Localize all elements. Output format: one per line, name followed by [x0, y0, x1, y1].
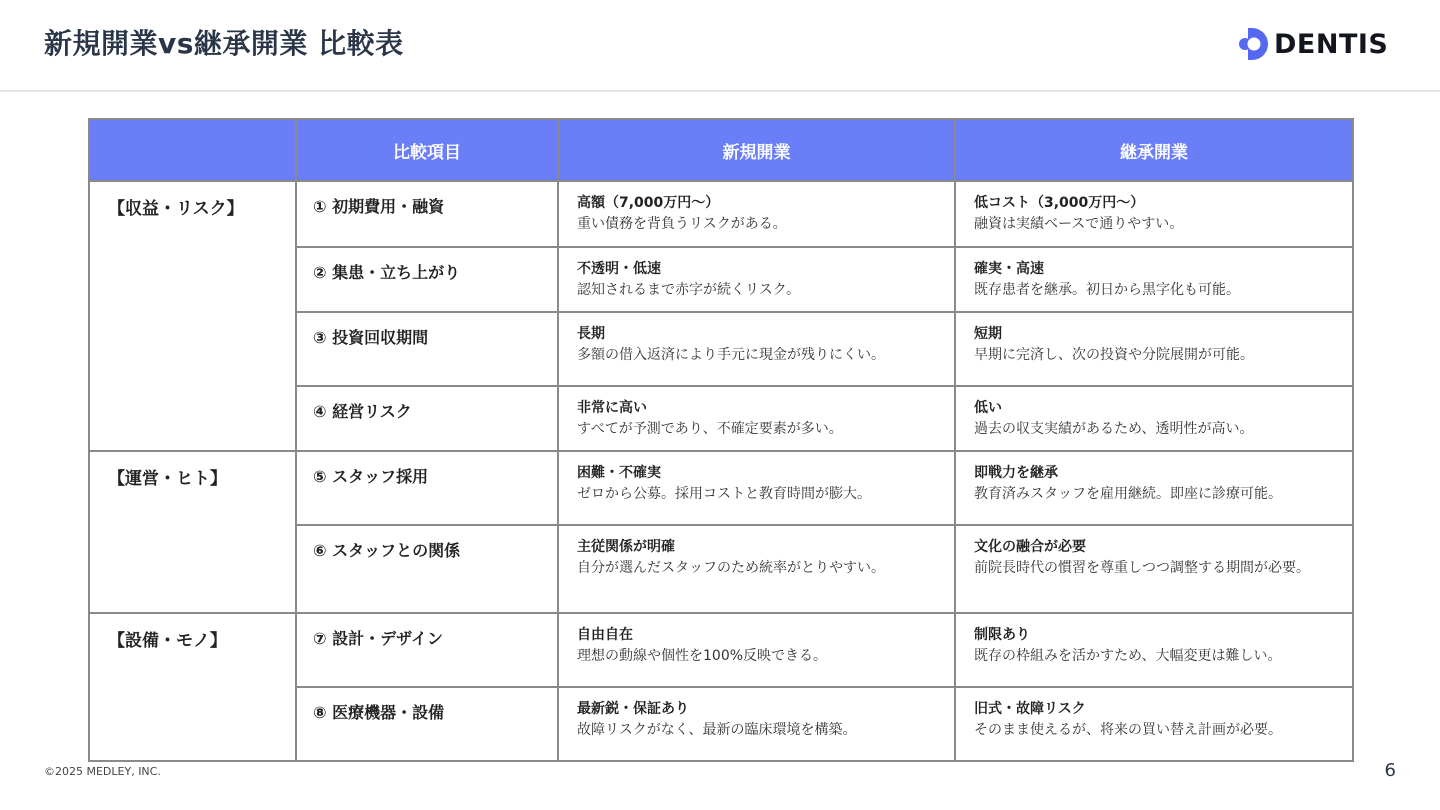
cell-desc: そのまま使えるが、将来の買い替え計画が必要。 — [974, 722, 1282, 738]
cell-title: 文化の融合が必要 — [974, 539, 1086, 555]
row-item: ④ 経営リスク — [296, 386, 558, 451]
cell-desc: 既存の枠組みを活かすため、大幅変更は難しい。 — [974, 648, 1282, 664]
cell-title: 確実・高速 — [974, 261, 1044, 277]
cell-desc: 故障リスクがなく、最新の臨床環境を構築。 — [577, 722, 857, 738]
cell-title: 自由自在 — [577, 627, 633, 643]
cell-title: 低コスト（3,000万円〜） — [974, 195, 1145, 211]
dentis-logo — [1238, 26, 1388, 62]
category-operations-people: 【運営・ヒト】 — [89, 451, 296, 613]
succession-cell — [955, 386, 1353, 451]
cell-desc: 早期に完済し、次の投資や分院展開が可能。 — [974, 347, 1254, 363]
cell-desc: 認知されるまで赤字が続くリスク。 — [577, 282, 801, 298]
cell-desc: 過去の収支実績があるため、透明性が高い。 — [974, 421, 1254, 437]
new-opening-cell — [558, 613, 955, 687]
cell-desc: 教育済みスタッフを雇用継続。即座に診療可能。 — [974, 486, 1282, 502]
cell-title: 不透明・低速 — [577, 261, 661, 277]
cell-title: 旧式・故障リスク — [974, 701, 1086, 717]
slide-header — [0, 0, 1440, 92]
cell-desc: 前院長時代の慣習を尊重しつつ調整する期間が必要。 — [974, 560, 1310, 576]
succession-cell — [955, 451, 1353, 525]
dentis-logo-icon — [1238, 27, 1268, 61]
succession-cell — [955, 247, 1353, 312]
copyright: ©2025 MEDLEY, INC. — [44, 765, 161, 778]
header-category — [89, 119, 296, 181]
cell-desc: 融資は実績ベースで通りやすい。 — [974, 216, 1184, 232]
new-opening-cell — [558, 451, 955, 525]
table-row — [89, 181, 1353, 247]
row-item: ① 初期費用・融資 — [296, 181, 558, 247]
logo-text: DENTIS — [1274, 28, 1389, 60]
header-new-opening: 新規開業 — [558, 119, 955, 181]
cell-desc: 既存患者を継承。初日から黒字化も可能。 — [974, 282, 1240, 298]
new-opening-cell — [558, 181, 955, 247]
table-header-row — [89, 119, 1353, 181]
header-succession: 継承開業 — [955, 119, 1353, 181]
table-row — [89, 451, 1353, 525]
cell-title: 低い — [974, 400, 1002, 416]
cell-title: 主従関係が明確 — [577, 539, 675, 555]
page-number: 6 — [1384, 760, 1396, 781]
cell-title: 長期 — [577, 326, 605, 342]
cell-desc: 多額の借入返済により手元に現金が残りにくい。 — [577, 347, 885, 363]
cell-title: 困難・不確実 — [577, 465, 661, 481]
table-row — [89, 613, 1353, 687]
succession-cell — [955, 687, 1353, 761]
header-item: 比較項目 — [296, 119, 558, 181]
cell-title: 制限あり — [974, 627, 1030, 643]
cell-desc: すべてが予測であり、不確定要素が多い。 — [577, 421, 843, 437]
new-opening-cell — [558, 687, 955, 761]
cell-title: 即戦力を継承 — [974, 465, 1058, 481]
row-item: ③ 投資回収期間 — [296, 312, 558, 386]
new-opening-cell — [558, 312, 955, 386]
cell-desc: ゼロから公募。採用コストと教育時間が膨大。 — [577, 486, 871, 502]
cell-desc: 自分が選んだスタッフのため統率がとりやすい。 — [577, 560, 885, 576]
page-title: 新規開業vs継承開業 比較表 — [44, 27, 404, 60]
row-item: ⑦ 設計・デザイン — [296, 613, 558, 687]
succession-cell — [955, 613, 1353, 687]
new-opening-cell — [558, 525, 955, 613]
cell-title: 高額（7,000万円〜） — [577, 195, 720, 211]
row-item: ⑤ スタッフ採用 — [296, 451, 558, 525]
category-revenue-risk: 【収益・リスク】 — [89, 181, 296, 451]
succession-cell — [955, 525, 1353, 613]
succession-cell — [955, 181, 1353, 247]
row-item: ⑧ 医療機器・設備 — [296, 687, 558, 761]
cell-title: 最新鋭・保証あり — [577, 701, 689, 717]
comparison-table — [88, 118, 1354, 762]
category-equipment-things: 【設備・モノ】 — [89, 613, 296, 761]
row-item: ② 集患・立ち上がり — [296, 247, 558, 312]
new-opening-cell — [558, 386, 955, 451]
row-item: ⑥ スタッフとの関係 — [296, 525, 558, 613]
cell-title: 非常に高い — [577, 400, 647, 416]
cell-desc: 理想の動線や個性を100%反映できる。 — [577, 648, 828, 664]
cell-desc: 重い債務を背負うリスクがある。 — [577, 216, 787, 232]
new-opening-cell — [558, 247, 955, 312]
succession-cell — [955, 312, 1353, 386]
cell-title: 短期 — [974, 326, 1002, 342]
